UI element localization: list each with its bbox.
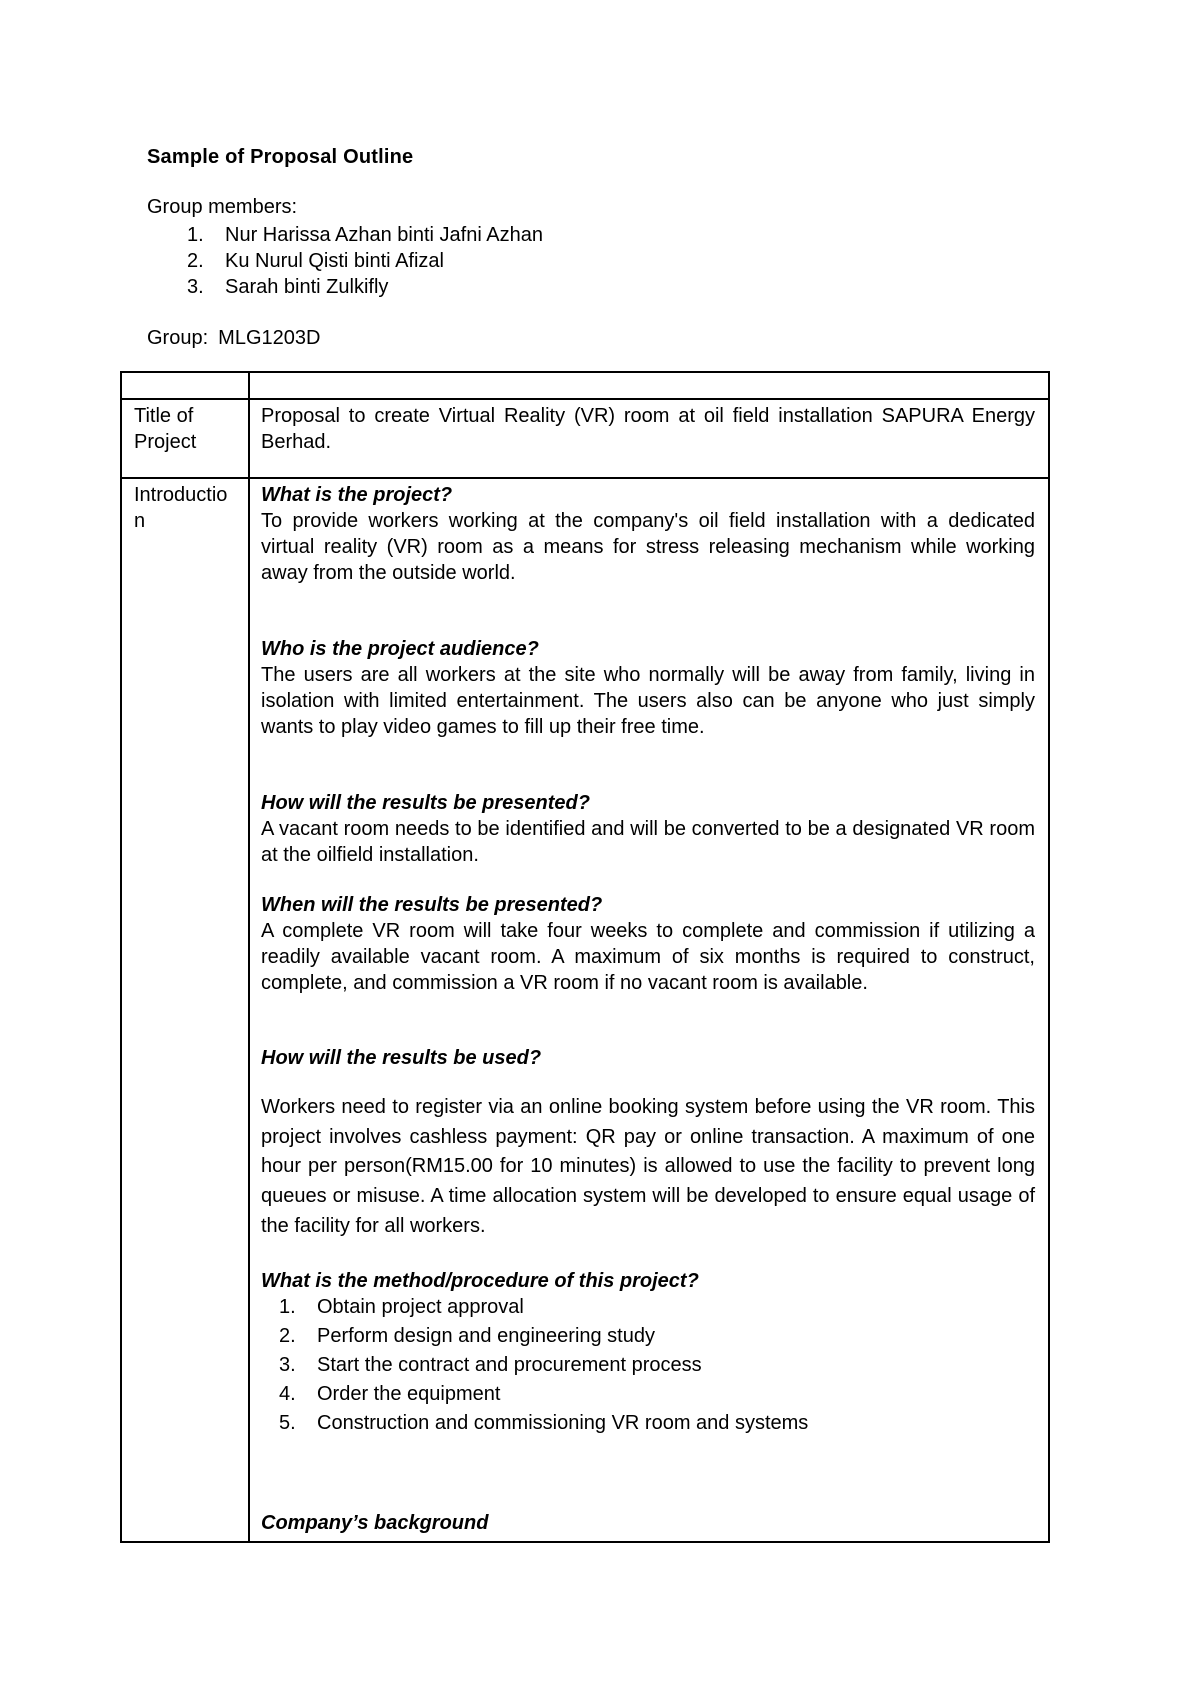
company-background-heading: Company’s background xyxy=(261,1512,489,1534)
group-members-list xyxy=(187,222,543,300)
method-step: 5. Construction and commissioning VR room and systems xyxy=(279,1412,809,1434)
method-step: 4. Order the equipment xyxy=(279,1383,501,1405)
title-of-project-value: Proposal to create Virtual Reality (VR) room at oil field installation SAPURA Energy Berhad. xyxy=(261,405,1035,453)
member-item: 2. Ku Nurul Qisti binti Afizal xyxy=(187,250,444,272)
document-title: Sample of Proposal Outline xyxy=(147,146,414,168)
introduction-label: Introductio n xyxy=(134,484,228,532)
member-item: 1. Nur Harissa Azhan binti Jafni Azhan xyxy=(187,224,543,246)
how-present-section xyxy=(261,790,1035,868)
row-divider xyxy=(122,477,1048,479)
how-present-answer: A vacant room needs to be identified and will be converted to be a designated VR room at the oilfield installation. xyxy=(261,818,1035,866)
who-question: Who is the project audience? xyxy=(261,638,539,660)
row-divider xyxy=(122,398,1048,400)
title-of-project-label: Title of Project xyxy=(134,405,197,453)
group-line xyxy=(147,327,320,350)
who-section xyxy=(261,636,1035,740)
column-divider xyxy=(248,373,250,1541)
member-item: 3. Sarah binti Zulkifly xyxy=(187,276,389,298)
how-present-question: How will the results be presented? xyxy=(261,792,590,814)
method-step: 1. Obtain project approval xyxy=(279,1296,524,1318)
what-answer: To provide workers working at the company's oil field installation with a dedicated virtual reality (VR) room as a means for stress releasing mechanism while working away from the outside world. xyxy=(261,510,1035,584)
method-question: What is the method/procedure of this project? xyxy=(261,1270,699,1292)
how-used-section xyxy=(261,1045,1035,1071)
group-value: MLG1203D xyxy=(218,327,321,349)
when-answer: A complete VR room will take four weeks to complete and commission if utilizing a readily available vacant room. A maximum of six months is required to construct, complete, and commission a VR room if no vacant room is available. xyxy=(261,920,1035,994)
when-question: When will the results be presented? xyxy=(261,894,603,916)
group-members-label: Group members: xyxy=(147,196,298,218)
method-step: 3. Start the contract and procurement process xyxy=(279,1354,702,1376)
proposal-table xyxy=(120,371,1050,1543)
when-section xyxy=(261,892,1035,996)
group-label: Group: xyxy=(147,327,209,349)
what-question: What is the project? xyxy=(261,484,453,506)
who-answer: The users are all workers at the site who normally will be away from family, living in isolation with limited entertainment. The users also can be anyone who just simply wants to play video games to fill up their free time. xyxy=(261,664,1035,738)
what-section xyxy=(261,482,1035,586)
company-background-section xyxy=(261,1510,1035,1536)
method-step: 2. Perform design and engineering study xyxy=(279,1325,655,1347)
method-section xyxy=(261,1268,1035,1294)
method-steps-list xyxy=(279,1293,808,1438)
how-used-question: How will the results be used? xyxy=(261,1047,542,1069)
how-used-answer: Workers need to register via an online booking system before using the VR room. This project involves cashless payment: QR pay or online transaction. A maximum of one hour per person(RM15.00 for 10 minutes) is allowed to use the facility to prevent long queues or misuse. A time allocation system will be developed to ensure equal usage of the facility for all workers. xyxy=(261,1096,1035,1237)
